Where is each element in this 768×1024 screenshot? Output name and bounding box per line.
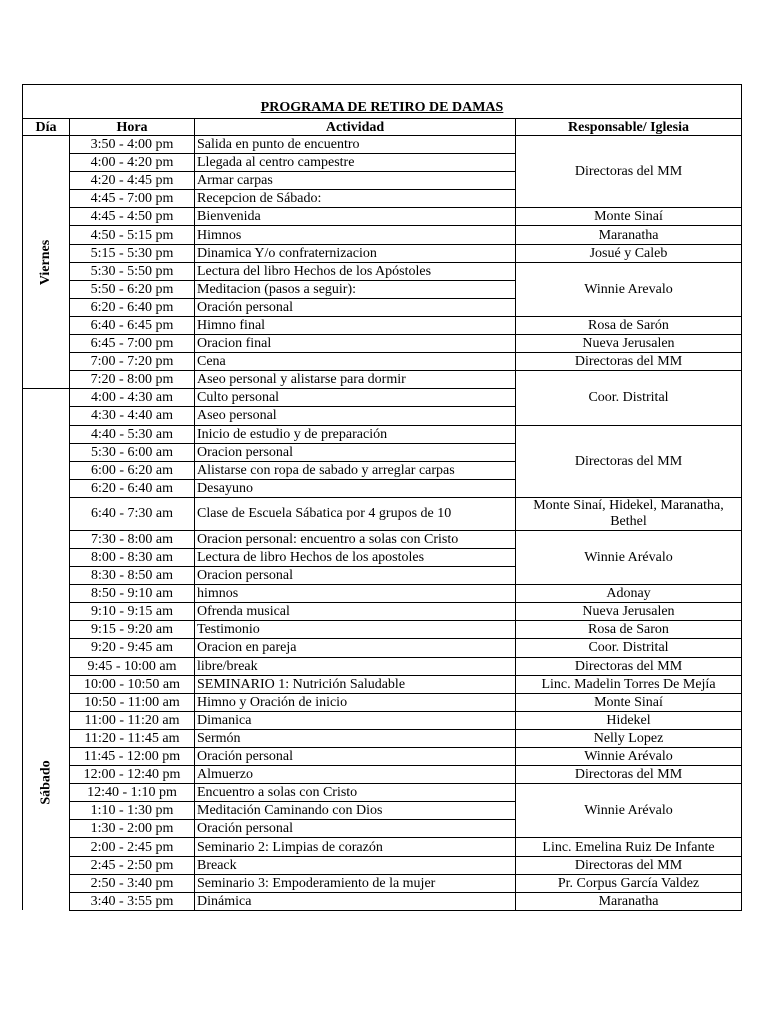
table-row (23, 262, 742, 280)
activity-cell: Oracion personal (195, 443, 516, 461)
table-row (23, 425, 742, 443)
table-row (23, 621, 742, 639)
activity-cell: SEMINARIO 1: Nutrición Saludable (195, 675, 516, 693)
time-cell: 6:40 - 6:45 pm (70, 316, 195, 334)
table-row (23, 353, 742, 371)
time-cell: 6:00 - 6:20 am (70, 461, 195, 479)
time-cell: 5:30 - 6:00 am (70, 443, 195, 461)
responsible-cell: Monte Sinaí (516, 693, 742, 711)
responsible-cell: Winnie Arévalo (516, 748, 742, 766)
time-cell: 6:20 - 6:40 am (70, 479, 195, 497)
responsible-cell: Adonay (516, 585, 742, 603)
time-cell: 6:20 - 6:40 pm (70, 298, 195, 316)
time-cell: 2:45 - 2:50 pm (70, 856, 195, 874)
responsible-cell: Directoras del MM (516, 136, 742, 208)
table-row (23, 784, 742, 802)
table-row (23, 639, 742, 657)
time-cell: 6:40 - 7:30 am (70, 497, 195, 530)
activity-cell: Himno y Oración de inicio (195, 693, 516, 711)
activity-cell: Ofrenda musical (195, 603, 516, 621)
table-row (23, 693, 742, 711)
time-cell: 9:20 - 9:45 am (70, 639, 195, 657)
time-cell: 11:45 - 12:00 pm (70, 748, 195, 766)
table-row (23, 729, 742, 747)
time-cell: 4:45 - 7:00 pm (70, 190, 195, 208)
schedule-sheet (22, 84, 741, 911)
activity-cell: Dimanica (195, 711, 516, 729)
table-row (23, 136, 742, 154)
time-cell: 8:00 - 8:30 am (70, 548, 195, 566)
day-cell-viernes (23, 136, 70, 389)
responsible-cell: Rosa de Sarón (516, 316, 742, 334)
activity-cell: Encuentro a solas con Cristo (195, 784, 516, 802)
responsible-cell: Directoras del MM (516, 657, 742, 675)
activity-cell: Oración personal (195, 820, 516, 838)
time-cell: 12:40 - 1:10 pm (70, 784, 195, 802)
time-cell: 6:45 - 7:00 pm (70, 335, 195, 353)
time-cell: 7:30 - 8:00 am (70, 530, 195, 548)
header-actividad: Actividad (195, 119, 516, 136)
table-row (23, 208, 742, 226)
day-cell-sabado (23, 389, 70, 911)
time-cell: 9:15 - 9:20 am (70, 621, 195, 639)
responsible-cell: Nueva Jerusalen (516, 335, 742, 353)
time-cell: 12:00 - 12:40 pm (70, 766, 195, 784)
activity-cell: Oracion personal (195, 567, 516, 585)
time-cell: 7:20 - 8:00 pm (70, 371, 195, 389)
time-cell: 4:45 - 4:50 pm (70, 208, 195, 226)
activity-cell: Himnos (195, 226, 516, 244)
time-cell: 10:00 - 10:50 am (70, 675, 195, 693)
responsible-cell: Winnie Arévalo (516, 530, 742, 584)
time-cell: 11:20 - 11:45 am (70, 729, 195, 747)
time-cell: 3:40 - 3:55 pm (70, 892, 195, 910)
time-cell: 4:40 - 5:30 am (70, 425, 195, 443)
time-cell: 4:30 - 4:40 am (70, 407, 195, 425)
activity-cell: Testimonio (195, 621, 516, 639)
table-row (23, 603, 742, 621)
time-cell: 5:50 - 6:20 pm (70, 280, 195, 298)
responsible-cell: Nueva Jerusalen (516, 603, 742, 621)
activity-cell: Himno final (195, 316, 516, 334)
time-cell: 4:50 - 5:15 pm (70, 226, 195, 244)
table-row (23, 892, 742, 910)
header-dia: Día (23, 119, 70, 136)
activity-cell: Oracion personal: encuentro a solas con Cristo (195, 530, 516, 548)
table-row (23, 838, 742, 856)
responsible-cell: Josué y Caleb (516, 244, 742, 262)
activity-cell: Seminario 3: Empoderamiento de la mujer (195, 874, 516, 892)
activity-cell: Armar carpas (195, 172, 516, 190)
activity-cell: libre/break (195, 657, 516, 675)
time-cell: 9:45 - 10:00 am (70, 657, 195, 675)
responsible-cell: Monte Sinaí (516, 208, 742, 226)
activity-cell: Dinámica (195, 892, 516, 910)
day-label: Sábado (38, 760, 54, 806)
activity-cell: Desayuno (195, 479, 516, 497)
activity-cell: Seminario 2: Limpias de corazón (195, 838, 516, 856)
responsible-cell: Directoras del MM (516, 353, 742, 371)
activity-cell: Meditación Caminando con Dios (195, 802, 516, 820)
table-row (23, 585, 742, 603)
table-row (23, 711, 742, 729)
header-responsable: Responsable/ Iglesia (516, 119, 742, 136)
time-cell: 10:50 - 11:00 am (70, 693, 195, 711)
activity-cell: Llegada al centro campestre (195, 154, 516, 172)
responsible-cell: Maranatha (516, 226, 742, 244)
table-row (23, 657, 742, 675)
activity-cell: Bienvenida (195, 208, 516, 226)
responsible-cell: Linc. Emelina Ruiz De Infante (516, 838, 742, 856)
time-cell: 2:50 - 3:40 pm (70, 874, 195, 892)
responsible-cell: Linc. Madelin Torres De Mejía (516, 675, 742, 693)
table-row (23, 316, 742, 334)
time-cell: 9:10 - 9:15 am (70, 603, 195, 621)
header-row (23, 119, 742, 136)
time-cell: 4:00 - 4:30 am (70, 389, 195, 407)
activity-cell: Culto personal (195, 389, 516, 407)
time-cell: 5:15 - 5:30 pm (70, 244, 195, 262)
activity-cell: Cena (195, 353, 516, 371)
activity-cell: Salida en punto de encuentro (195, 136, 516, 154)
responsible-cell: Coor. Distrital (516, 371, 742, 425)
title-row (23, 85, 742, 119)
activity-cell: Clase de Escuela Sábatica por 4 grupos de 10 (195, 497, 516, 530)
responsible-cell: Monte Sinaí, Hidekel, Maranatha, Bethel (516, 497, 742, 530)
activity-cell: Oración personal (195, 298, 516, 316)
table-row (23, 766, 742, 784)
activity-cell: Inicio de estudio y de preparación (195, 425, 516, 443)
responsible-cell: Winnie Arevalo (516, 262, 742, 316)
time-cell: 4:20 - 4:45 pm (70, 172, 195, 190)
time-cell: 2:00 - 2:45 pm (70, 838, 195, 856)
page-title: PROGRAMA DE RETIRO DE DAMAS (23, 85, 742, 119)
table-row (23, 226, 742, 244)
responsible-cell: Nelly Lopez (516, 729, 742, 747)
table-row (23, 335, 742, 353)
header-hora: Hora (70, 119, 195, 136)
activity-cell: Lectura de libro Hechos de los apostoles (195, 548, 516, 566)
time-cell: 3:50 - 4:00 pm (70, 136, 195, 154)
time-cell: 1:30 - 2:00 pm (70, 820, 195, 838)
responsible-cell: Pr. Corpus García Valdez (516, 874, 742, 892)
table-row (23, 371, 742, 389)
activity-cell: Breack (195, 856, 516, 874)
activity-cell: himnos (195, 585, 516, 603)
activity-cell: Aseo personal y alistarse para dormir (195, 371, 516, 389)
table-row (23, 675, 742, 693)
activity-cell: Aseo personal (195, 407, 516, 425)
table-row (23, 874, 742, 892)
time-cell: 1:10 - 1:30 pm (70, 802, 195, 820)
activity-cell: Lectura del libro Hechos de los Apóstoles (195, 262, 516, 280)
responsible-cell: Maranatha (516, 892, 742, 910)
table-row (23, 497, 742, 530)
table-row (23, 244, 742, 262)
time-cell: 7:00 - 7:20 pm (70, 353, 195, 371)
responsible-cell: Winnie Arévalo (516, 784, 742, 838)
activity-cell: Recepcion de Sábado: (195, 190, 516, 208)
table-row (23, 856, 742, 874)
time-cell: 4:00 - 4:20 pm (70, 154, 195, 172)
activity-cell: Alistarse con ropa de sabado y arreglar carpas (195, 461, 516, 479)
day-label: Viernes (38, 239, 54, 285)
time-cell: 5:30 - 5:50 pm (70, 262, 195, 280)
activity-cell: Sermón (195, 729, 516, 747)
activity-cell: Dinamica Y/o confraternizacion (195, 244, 516, 262)
responsible-cell: Coor. Distrital (516, 639, 742, 657)
activity-cell: Oracion final (195, 335, 516, 353)
responsible-cell: Rosa de Saron (516, 621, 742, 639)
time-cell: 11:00 - 11:20 am (70, 711, 195, 729)
responsible-cell: Directoras del MM (516, 766, 742, 784)
responsible-cell: Hidekel (516, 711, 742, 729)
responsible-cell: Directoras del MM (516, 856, 742, 874)
time-cell: 8:50 - 9:10 am (70, 585, 195, 603)
activity-cell: Meditacion (pasos a seguir): (195, 280, 516, 298)
activity-cell: Oracion en pareja (195, 639, 516, 657)
activity-cell: Oración personal (195, 748, 516, 766)
responsible-cell: Directoras del MM (516, 425, 742, 497)
activity-cell: Almuerzo (195, 766, 516, 784)
table-row (23, 748, 742, 766)
table-row (23, 530, 742, 548)
time-cell: 8:30 - 8:50 am (70, 567, 195, 585)
schedule-table (22, 84, 742, 911)
